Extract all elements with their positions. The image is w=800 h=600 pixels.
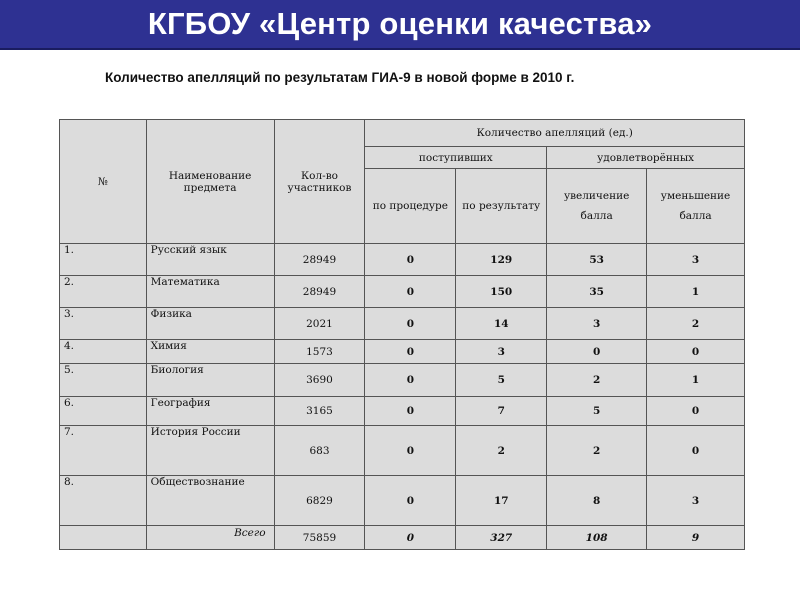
row-decrease: 0 bbox=[647, 397, 745, 426]
row-participants: 2021 bbox=[274, 308, 365, 340]
row-number: 6. bbox=[60, 397, 147, 426]
row-procedure: 0 bbox=[365, 340, 456, 364]
total-row bbox=[60, 526, 745, 550]
row-increase: 8 bbox=[547, 476, 647, 526]
header-by-result: по результату bbox=[456, 169, 547, 244]
row-increase: 3 bbox=[547, 308, 647, 340]
row-procedure: 0 bbox=[365, 476, 456, 526]
row-number: 4. bbox=[60, 340, 147, 364]
row-procedure: 0 bbox=[365, 426, 456, 476]
table-row bbox=[60, 397, 745, 426]
header-increase: увеличение балла bbox=[547, 169, 647, 244]
row-increase: 35 bbox=[547, 276, 647, 308]
row-procedure: 0 bbox=[365, 308, 456, 340]
row-increase: 5 bbox=[547, 397, 647, 426]
total-number-cell bbox=[60, 526, 147, 550]
title-banner bbox=[0, 0, 800, 50]
row-result: 2 bbox=[456, 426, 547, 476]
table-caption: Количество апелляций по результатам ГИА-9 в новой форме в 2010 г. bbox=[105, 70, 575, 85]
row-subject: История России bbox=[146, 426, 274, 476]
row-decrease: 0 bbox=[647, 426, 745, 476]
table-row bbox=[60, 426, 745, 476]
table-row bbox=[60, 276, 745, 308]
row-number: 1. bbox=[60, 244, 147, 276]
total-procedure: 0 bbox=[365, 526, 456, 550]
row-procedure: 0 bbox=[365, 397, 456, 426]
row-participants: 28949 bbox=[274, 276, 365, 308]
header-appeals-group: Количество апелляций (ед.) bbox=[365, 120, 745, 147]
row-procedure: 0 bbox=[365, 276, 456, 308]
table-row bbox=[60, 244, 745, 276]
row-result: 129 bbox=[456, 244, 547, 276]
total-increase: 108 bbox=[547, 526, 647, 550]
row-subject: Физика bbox=[146, 308, 274, 340]
row-decrease: 3 bbox=[647, 244, 745, 276]
row-result: 17 bbox=[456, 476, 547, 526]
header-by-procedure: по процедуре bbox=[365, 169, 456, 244]
header-satisfied-group: удовлетворённых bbox=[547, 147, 745, 169]
row-result: 7 bbox=[456, 397, 547, 426]
row-number: 5. bbox=[60, 364, 147, 397]
appeals-table bbox=[59, 119, 745, 550]
total-participants: 75859 bbox=[274, 526, 365, 550]
row-number: 3. bbox=[60, 308, 147, 340]
row-increase: 0 bbox=[547, 340, 647, 364]
header-decrease: уменьшение балла bbox=[647, 169, 745, 244]
row-subject: Обществознание bbox=[146, 476, 274, 526]
row-increase: 2 bbox=[547, 426, 647, 476]
row-increase: 2 bbox=[547, 364, 647, 397]
row-participants: 28949 bbox=[274, 244, 365, 276]
row-subject: Химия bbox=[146, 340, 274, 364]
row-subject: Математика bbox=[146, 276, 274, 308]
row-participants: 3690 bbox=[274, 364, 365, 397]
table-row bbox=[60, 364, 745, 397]
table-row bbox=[60, 476, 745, 526]
row-decrease: 1 bbox=[647, 276, 745, 308]
row-increase: 53 bbox=[547, 244, 647, 276]
row-result: 14 bbox=[456, 308, 547, 340]
total-label: Всего bbox=[146, 526, 274, 550]
row-result: 5 bbox=[456, 364, 547, 397]
row-subject: Биология bbox=[146, 364, 274, 397]
header-number: № bbox=[60, 120, 147, 244]
row-procedure: 0 bbox=[365, 364, 456, 397]
table-row bbox=[60, 308, 745, 340]
row-result: 3 bbox=[456, 340, 547, 364]
table-row bbox=[60, 340, 745, 364]
row-subject: Русский язык bbox=[146, 244, 274, 276]
row-decrease: 2 bbox=[647, 308, 745, 340]
row-procedure: 0 bbox=[365, 244, 456, 276]
row-number: 7. bbox=[60, 426, 147, 476]
header-subject: Наименование предмета bbox=[146, 120, 274, 244]
row-number: 8. bbox=[60, 476, 147, 526]
row-participants: 6829 bbox=[274, 476, 365, 526]
row-decrease: 1 bbox=[647, 364, 745, 397]
row-participants: 3165 bbox=[274, 397, 365, 426]
row-number: 2. bbox=[60, 276, 147, 308]
row-subject: География bbox=[146, 397, 274, 426]
header-participants: Кол-во участников bbox=[274, 120, 365, 244]
banner-title: КГБОУ «Центр оценки качества» bbox=[147, 6, 653, 41]
row-participants: 683 bbox=[274, 426, 365, 476]
total-result: 327 bbox=[456, 526, 547, 550]
total-decrease: 9 bbox=[647, 526, 745, 550]
row-decrease: 0 bbox=[647, 340, 745, 364]
header-received-group: поступивших bbox=[365, 147, 547, 169]
row-participants: 1573 bbox=[274, 340, 365, 364]
row-result: 150 bbox=[456, 276, 547, 308]
row-decrease: 3 bbox=[647, 476, 745, 526]
